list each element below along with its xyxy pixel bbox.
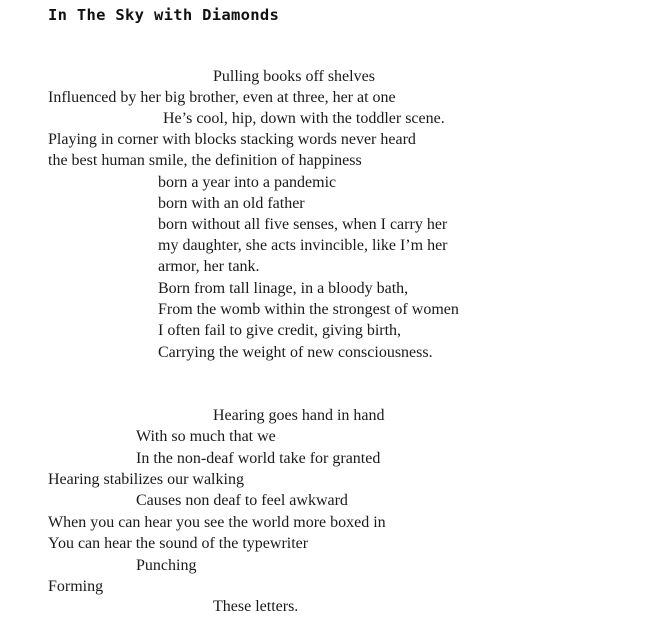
poem-line: You can hear the sound of the typewriter (48, 535, 309, 552)
poem-line: Carrying the weight of new consciousness. (158, 344, 433, 361)
poem-line: born a year into a pandemic (158, 174, 337, 191)
poem-line: When you can hear you see the world more boxed in (48, 514, 386, 531)
poem-line: Punching (136, 557, 197, 574)
poem-line: With so much that we (136, 428, 276, 445)
poem-line: In the non-deaf world take for granted (136, 450, 381, 467)
poem-line: He’s cool, hip, down with the toddler scene. (163, 110, 445, 127)
poem-line: Causes non deaf to feel awkward (136, 492, 348, 509)
poem-line: Playing in corner with blocks stacking words never heard (48, 131, 416, 148)
poem-line: I often fail to give credit, giving birth, (158, 322, 402, 339)
poem-line: armor, her tank. (158, 258, 260, 275)
poem-line: Hearing stabilizes our walking (48, 471, 244, 488)
poem-line: the best human smile, the definition of happiness (48, 152, 362, 169)
poem-line: my daughter, she acts invincible, like I’m her (158, 237, 448, 254)
poem-line: These letters. (213, 598, 299, 615)
poem-line: born with an old father (158, 195, 305, 212)
poem-title: In The Sky with Diamonds (48, 6, 280, 24)
poem-line: Influenced by her big brother, even at three, her at one (48, 89, 396, 106)
poem-line: From the womb within the strongest of women (158, 301, 459, 318)
poem-line: Hearing goes hand in hand (213, 407, 385, 424)
poem-line: Born from tall linage, in a bloody bath, (158, 280, 409, 297)
poem-line: born without all five senses, when I carry her (158, 216, 448, 233)
poem-line: Pulling books off shelves (213, 68, 375, 85)
poem-line: Forming (48, 578, 104, 595)
